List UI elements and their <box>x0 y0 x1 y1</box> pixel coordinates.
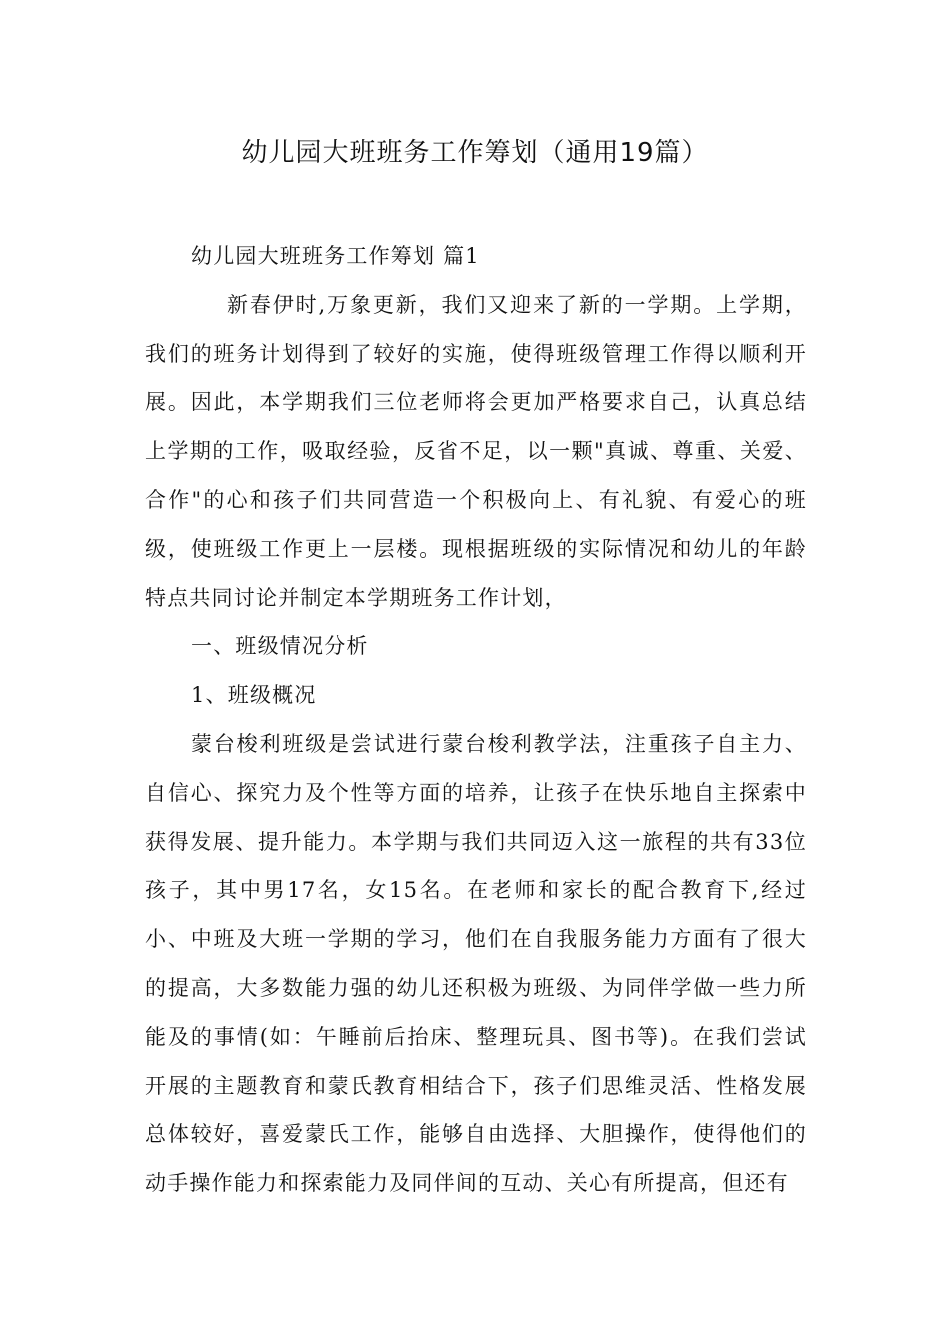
document-title: 幼儿园大班班务工作筹划（通用19篇） <box>241 138 709 168</box>
heading-class-overview: 1、班级概况 <box>191 683 317 708</box>
overview-paragraph: 蒙台梭利班级是尝试进行蒙台梭利教学法，注重孩子自主力、自信心、探究力及个性等方面的培养，让孩子在快乐地自主探索中获得发展、提升能力。本学期与我们共同迈入这一旅程的共有33位孩子，其中男17名，女15名。在老师和家长的配合教育下,经过小、中班及大班一学期的学习，他们在自我服务能力方面有了很大的提高，大多数能力强的幼儿还积极为班级、为同伴学做一些力所能及的事情(如：午睡前后抬床、整理玩具、图书等)。在我们尝试开展的主题教育和蒙氏教育相结合下，孩子们思维灵活、性格发展总体较好，喜爱蒙氏工作，能够自由选择、大胆操作，使得他们的动手操作能力和探索能力及同伴间的互动、关心有所提高，但还有 <box>145 731 807 1196</box>
heading-class-analysis: 一、班级情况分析 <box>191 634 369 659</box>
intro-paragraph: 新春伊时,万象更新，我们又迎来了新的一学期。上学期，我们的班务计划得到了较好的实施，使得班级管理工作得以顺利开展。因此，本学期我们三位老师将会更加严格要求自己，认真总结上学期的工作，吸取经验，反省不足，以一颗"真诚、尊重、关爱、合作"的心和孩子们共同营造一个积极向上、有礼貌、有爱心的班级，使班级工作更上一层楼。现根据班级的实际情况和幼儿的年龄特点共同讨论并制定本学期班务工作计划， <box>145 292 807 610</box>
section-heading: 幼儿园大班班务工作筹划 篇1 <box>191 244 480 268</box>
document-body <box>145 232 807 1208</box>
